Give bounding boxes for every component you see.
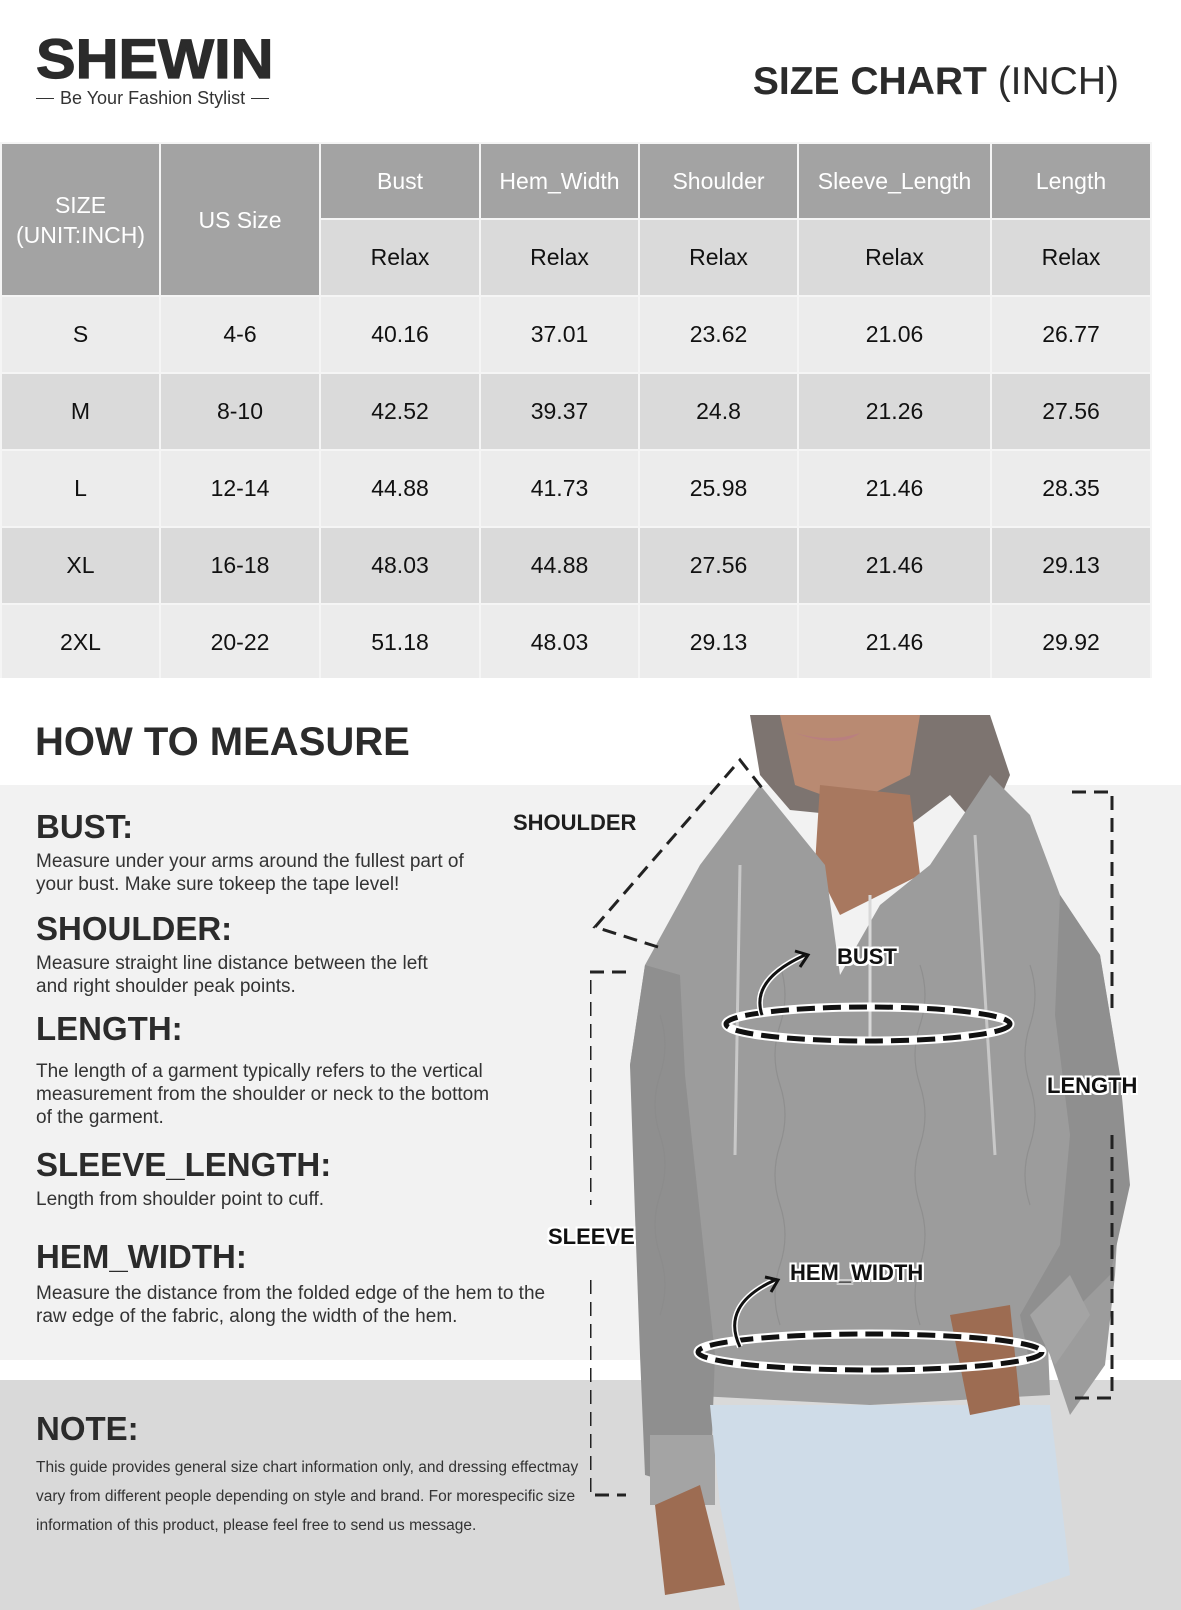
cell-bust: 48.03 [320,527,480,604]
cell-length: 29.13 [991,527,1151,604]
cell-bust: 44.88 [320,450,480,527]
cell-hem-width: 37.01 [480,296,639,373]
title-main: SIZE CHART [752,60,987,103]
cell-us-size: 16-18 [160,527,320,604]
cell-bust: 51.18 [320,604,480,681]
hoodie-illustration-icon [590,715,1181,1610]
label-shoulder: SHOULDER [513,810,637,835]
header-sleeve-length: Sleeve_Length [798,143,991,219]
cell-shoulder: 24.8 [639,373,798,450]
label-length: LENGTH [1047,1073,1138,1098]
model-photo [590,715,1181,1610]
brand-name: SHEWIN [36,27,274,90]
table-row [1,450,1151,527]
cell-hem-width: 44.88 [480,527,639,604]
size-chart-table [0,142,1152,682]
measure-heading: LENGTH: [36,1010,183,1047]
cell-shoulder: 25.98 [639,450,798,527]
tagline-dash-left [36,98,54,100]
cell-size: S [1,296,160,373]
brand-logo [36,27,276,109]
measure-item-bust [36,808,556,896]
note-heading: NOTE: [36,1410,139,1447]
tagline-text: Be Your Fashion Stylist [60,88,246,108]
cell-us-size: 20-22 [160,604,320,681]
cell-hem-width: 41.73 [480,450,639,527]
page-title [753,60,1119,104]
header-hem-width: Hem_Width [480,143,639,219]
table-row [1,604,1151,681]
measure-item-sleeve-length [36,1146,556,1211]
subheader-length: Relax [991,219,1151,296]
subheader-hem-width: Relax [480,219,639,296]
cell-shoulder: 29.13 [639,604,798,681]
subheader-bust: Relax [320,219,480,296]
table-row [1,296,1151,373]
cell-sleeve-length: 21.46 [798,450,991,527]
table-row [1,373,1151,450]
cell-length: 26.77 [991,296,1151,373]
measure-item-shoulder [36,910,556,998]
brand-tagline [36,88,276,109]
tagline-dash-right [251,98,269,100]
cell-shoulder: 23.62 [639,296,798,373]
measure-heading: SLEEVE_LENGTH: [36,1146,332,1183]
label-hem-width: HEM_WIDTH [790,1260,924,1285]
measure-text: The length of a garment typically refers to the vertical measurement from the shoulder or neck to the bottom of the garment. [36,1061,490,1128]
measure-item-length [36,1010,556,1129]
cell-bust: 40.16 [320,296,480,373]
cell-length: 27.56 [991,373,1151,450]
measure-heading: BUST: [36,808,134,845]
cell-us-size: 8-10 [160,373,320,450]
cell-sleeve-length: 21.46 [798,604,991,681]
measure-text: Measure straight line distance between the left and right shoulder peak points. [36,953,428,997]
cell-shoulder: 27.56 [639,527,798,604]
how-to-measure-title: HOW TO MEASURE [35,720,410,764]
measure-heading: HEM_WIDTH: [36,1238,247,1275]
cell-length: 28.35 [991,450,1151,527]
measure-item-hem-width [36,1238,556,1328]
cell-bust: 42.52 [320,373,480,450]
table-row [1,527,1151,604]
cell-sleeve-length: 21.46 [798,527,991,604]
measure-text: Measure under your arms around the fullest part of your bust. Make sure tokeep the tape level! [36,851,464,895]
label-bust: BUST [837,944,897,969]
cell-size: L [1,450,160,527]
cell-length: 29.92 [991,604,1151,681]
header-size-unit [1,143,160,296]
cell-hem-width: 39.37 [480,373,639,450]
header-shoulder: Shoulder [639,143,798,219]
title-unit: (INCH) [997,60,1119,103]
cell-size: XL [1,527,160,604]
header-us-size: US Size [160,143,320,296]
table-header-row [1,143,1151,219]
measure-text: Length from shoulder point to cuff. [36,1189,324,1210]
header-size-line2: (UNIT:INCH) [15,221,146,248]
note-text: This guide provides general size chart information only, and dressing effectmay vary from different people depending on style and brand. For morespecific size information of this product, please feel free to send us message. [36,1459,579,1534]
header [0,0,1181,142]
cell-sleeve-length: 21.06 [798,296,991,373]
measure-heading: SHOULDER: [36,910,233,947]
cell-sleeve-length: 21.26 [798,373,991,450]
label-sleeve: SLEEVE [548,1224,635,1249]
cell-us-size: 4-6 [160,296,320,373]
subheader-shoulder: Relax [639,219,798,296]
subheader-sleeve-length: Relax [798,219,991,296]
cell-us-size: 12-14 [160,450,320,527]
header-size-line1: SIZE [54,191,107,218]
header-bust: Bust [320,143,480,219]
cell-hem-width: 48.03 [480,604,639,681]
measure-text: Measure the distance from the folded edge of the hem to the raw edge of the fabric, along the width of the hem. [36,1283,546,1327]
cell-size: 2XL [1,604,160,681]
header-length: Length [991,143,1151,219]
cell-size: M [1,373,160,450]
